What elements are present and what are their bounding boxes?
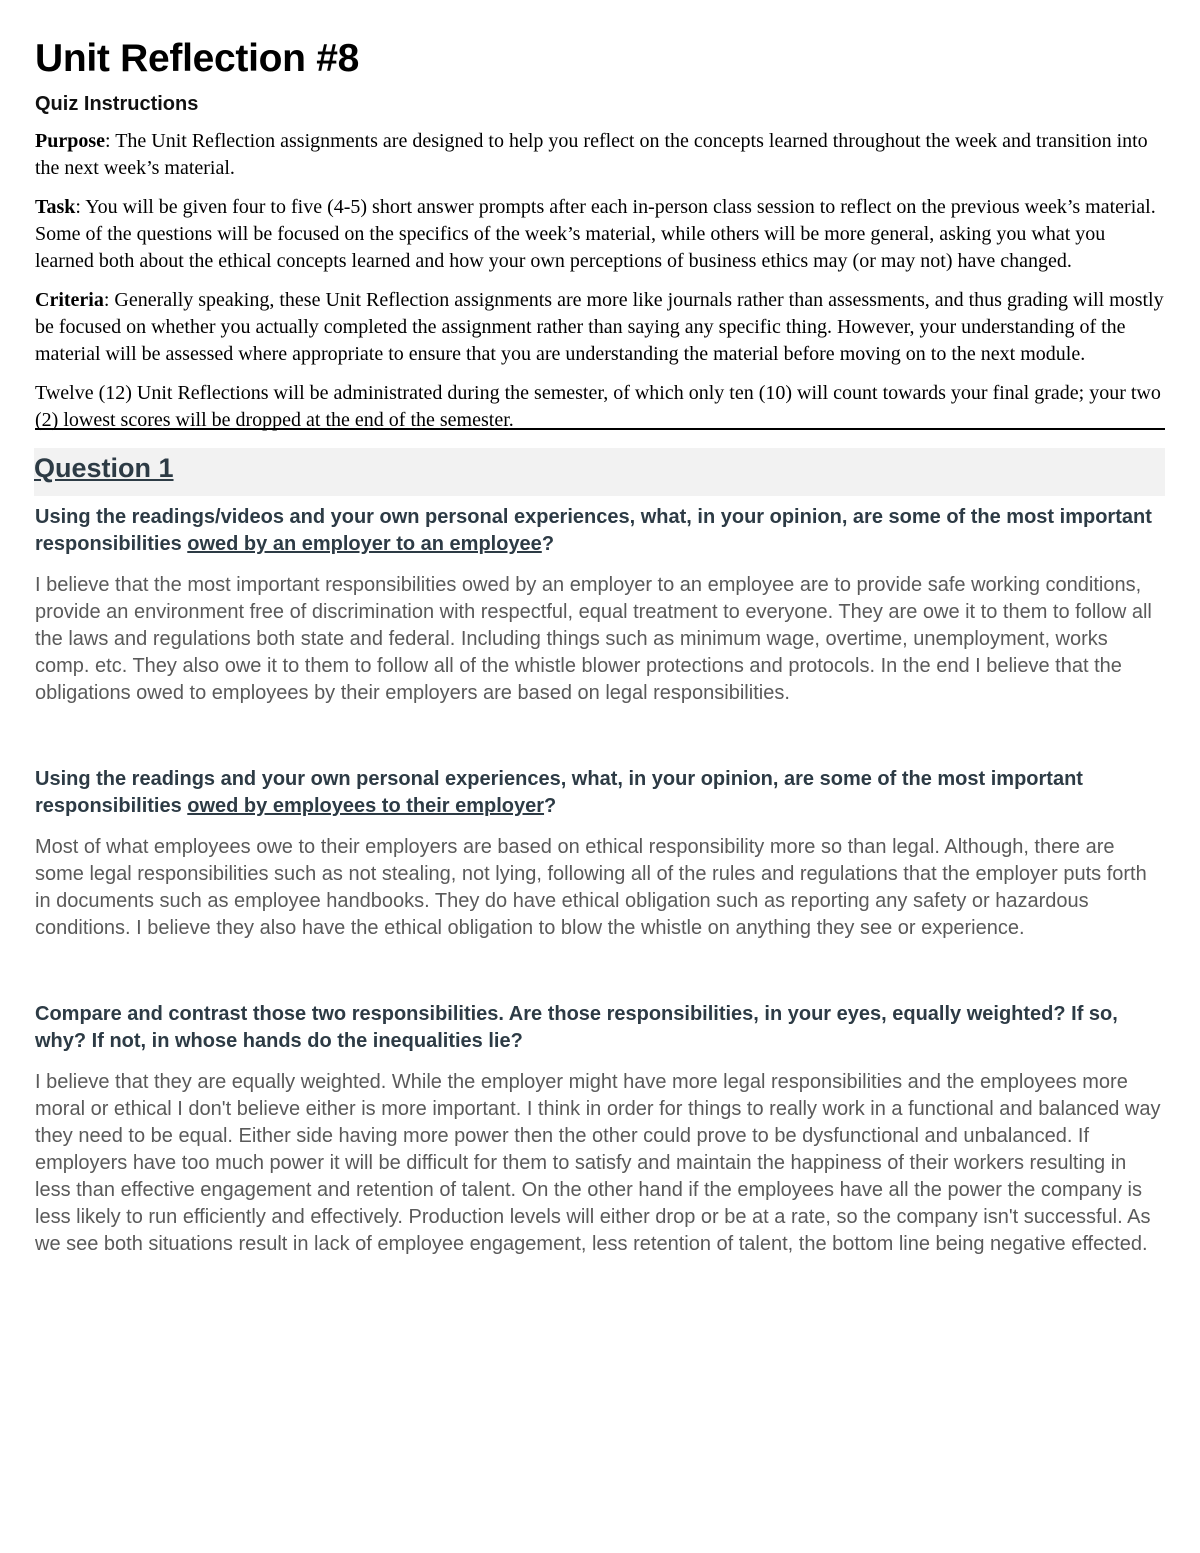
question-item (35, 766, 1165, 942)
criteria-text: : Generally speaking, these Unit Reflection assignments are more like journals rather than assessments, and thus grading will mostly be focused on whether you actually completed the assignment rather than saying any specific thing. However, your understanding of the material will be assessed where appropriate to ensure that you are understanding the material before moving on to the next module. (35, 289, 1164, 365)
task-label: Task (35, 196, 76, 218)
purpose-text: : The Unit Reflection assignments are designed to help you reflect on the concepts learned throughout the week and transition into the next week’s material. (35, 130, 1148, 179)
prompt-suffix: ? (541, 533, 555, 555)
question-prompt (35, 766, 1165, 820)
prompt-text: Using the readings and your own personal experiences, what, in your opinion, are some of the most important responsibilities (35, 768, 1083, 817)
spacer (35, 942, 1165, 1001)
prompt-underlined-text: owed by employees to their employer (187, 795, 545, 817)
purpose-label: Purpose (35, 130, 105, 152)
criteria-label: Criteria (35, 289, 104, 311)
question-item (35, 1001, 1165, 1258)
criteria-paragraph (35, 287, 1165, 368)
prompt-text: Compare and contrast those two responsibilities. Are those responsibilities, in your eyes, equally weighted? If so, why? If not, in whose hands do the inequalities lie? (35, 1003, 1118, 1052)
prompt-underlined-text: owed by an employer to an employee (187, 533, 542, 555)
answer-text: I believe that the most important responsibilities owed by an employer to an employee are to provide safe working conditions, provide an environment free of discrimination with respectful, equal treatment to everyone. They are owe it to them to follow all the laws and regulations both state and federal. Including things such as minimum wage, overtime, unemployment, works comp. etc. They also owe it to them to follow all of the whistle blower protections and protocols. In the end I believe that the obligations owed to employees by their employers are based on legal responsibilities. (35, 574, 1152, 704)
question-prompt (35, 504, 1165, 558)
question-prompt (35, 1001, 1165, 1055)
answer-text: Most of what employees owe to their employers are based on ethical responsibility more so than legal. Although, there are some legal responsibilities such as not stealing, not lying, following all of the rules and regulations that the employer puts forth in documents such as employee handbooks. They do have ethical obligation such as reporting any safety or hazardous conditions. I believe they also have the ethical obligation to blow the whistle on anything they see or experience. (35, 836, 1147, 939)
document-page (35, 36, 1165, 1258)
spacer (35, 707, 1165, 766)
question-item (35, 504, 1165, 707)
task-paragraph (35, 194, 1165, 275)
prompt-suffix: ? (544, 795, 557, 817)
purpose-paragraph (35, 128, 1165, 182)
quiz-instructions-heading: Quiz Instructions (35, 93, 199, 115)
page-title: Unit Reflection #8 (35, 37, 359, 80)
task-text: : You will be given four to five (4-5) short answer prompts after each in-person class session to reflect on the previous week’s material. Some of the questions will be focused on the specifics of the week’s material, while others will be more general, asking you what you learned both about the ethical concepts learned and how your own perceptions of business ethics may (or may not) have changed. (35, 196, 1156, 272)
question-header (34, 448, 1165, 496)
answer-text: I believe that they are equally weighted. While the employer might have more legal responsibilities and the employees more moral or ethical I don't believe either is more important. I think in order for things to really work in a functional and balanced way they need to be equal. Either side having more power then the other could prove to be dysfunctional and unbalanced. If employers have too much power it will be difficult for them to satisfy and maintain the happiness of their workers resulting in less than effective engagement and retention of talent. On the other hand if the employees have all the power the company is less likely to run efficiently and effectively. Production levels will either drop or be at a rate, so the company isn't successful. As we see both situations result in lack of employee engagement, less retention of talent, the bottom line being negative effected. (35, 1071, 1161, 1255)
question-title: Question 1 (34, 453, 174, 483)
prompt-text: Using the readings/videos and your own personal experiences, what, in your opinion, are some of the most important responsibilities (35, 506, 1152, 555)
unit-reflections-count-paragraph: Twelve (12) Unit Reflections will be administrated during the semester, of which only ten (10) will count towards your final grade; your two (2) lowest scores will be dropped at the end of the semester. (35, 382, 1161, 431)
